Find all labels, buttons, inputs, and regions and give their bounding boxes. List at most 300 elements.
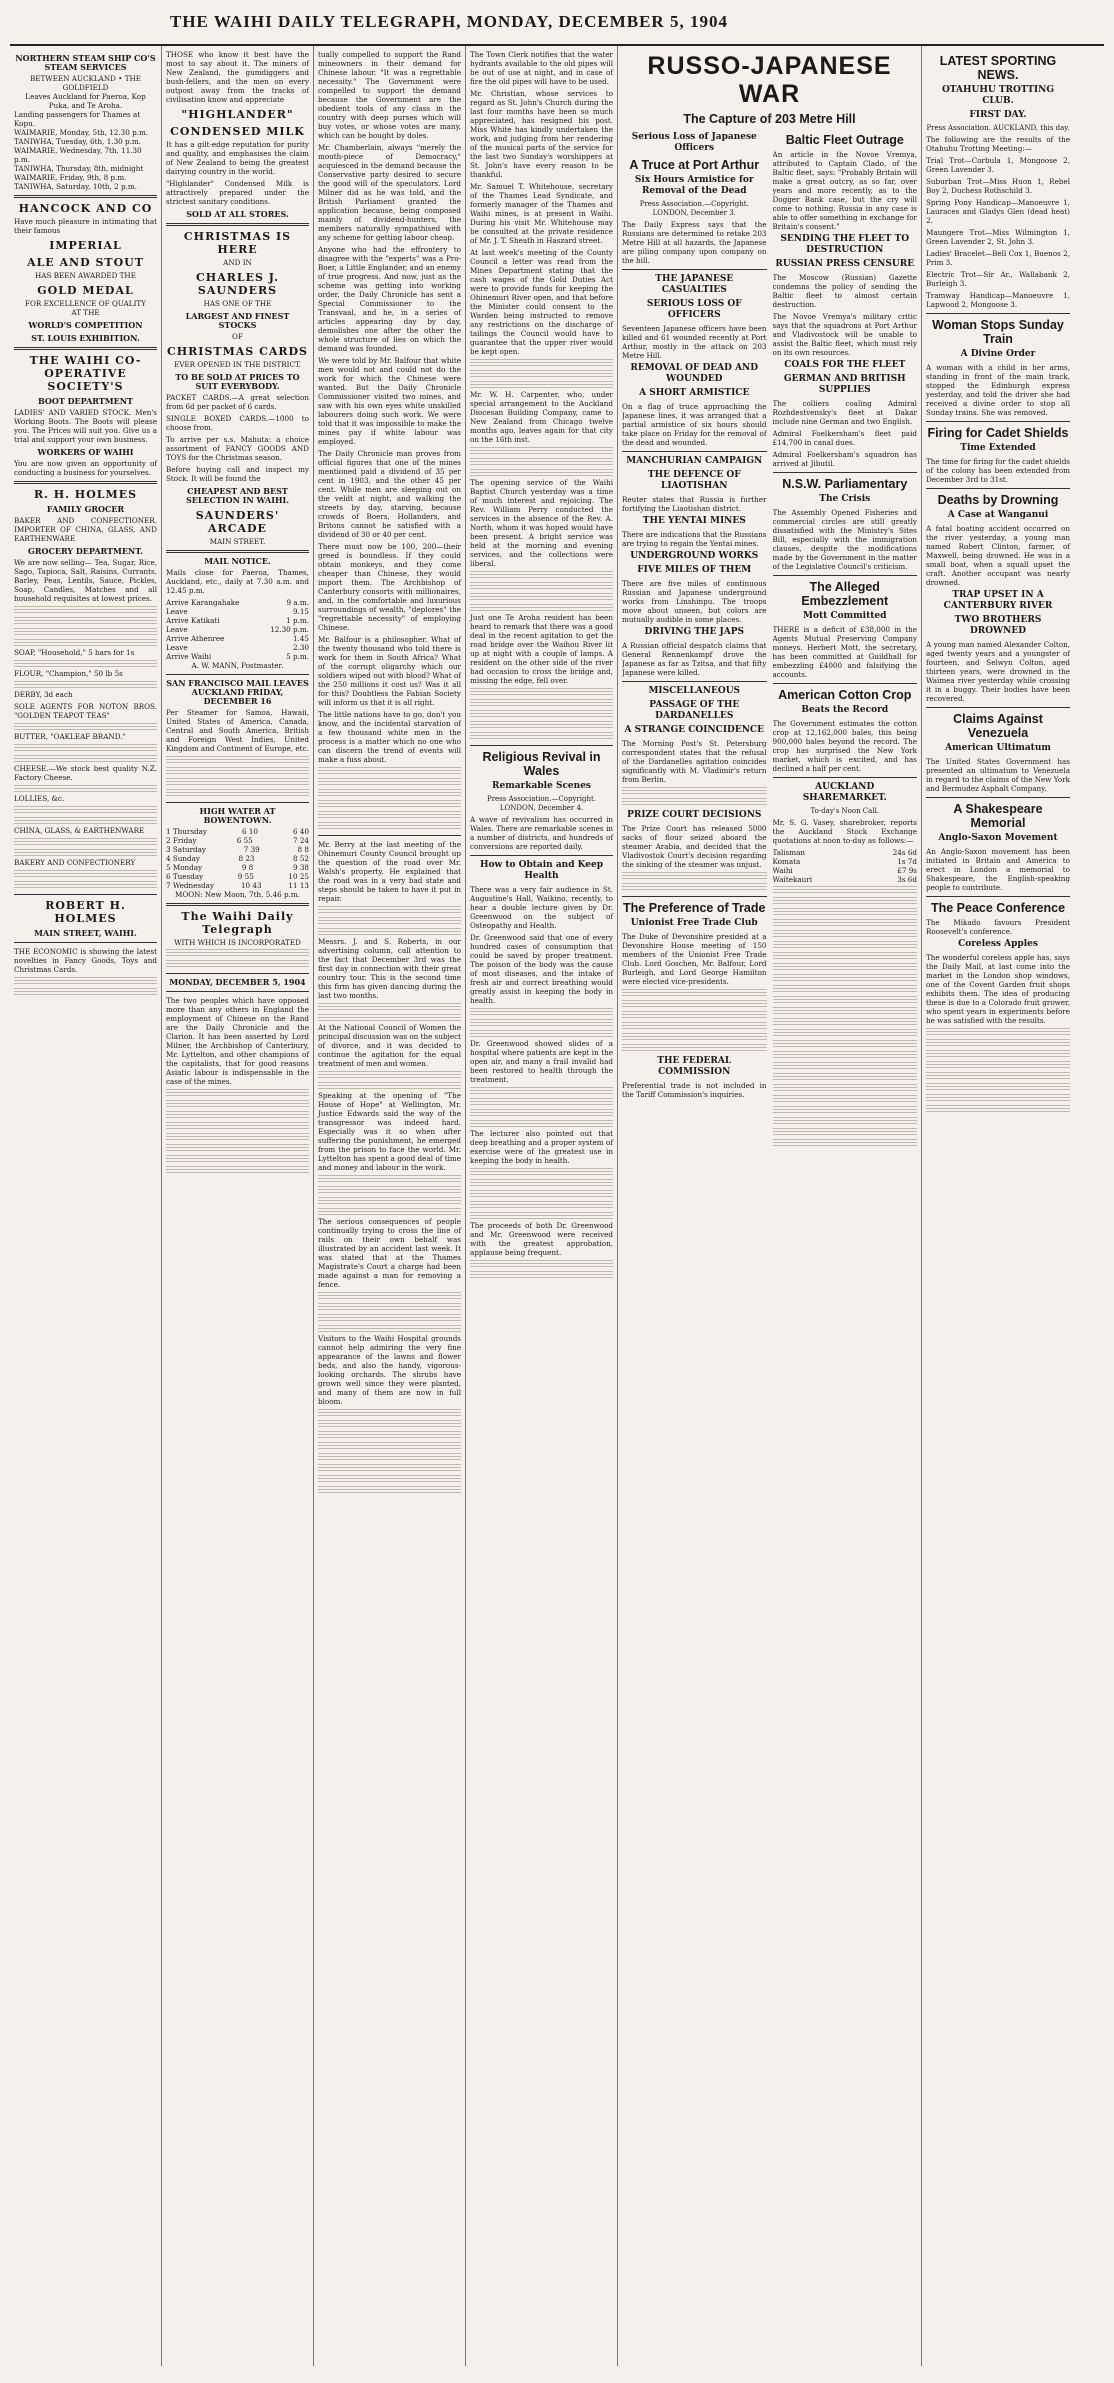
text-filler [773,1007,918,1016]
editorial-paragraph: The Daily Chronicle man proves from official figures that one of the mines mentioned paid a dividend of 35 per cent in 1903, and the other 45 per cent. While men are sleeping out on the veldt at night, and walking the streets by day, starving, because crowds of Boers, Hollanders, and Britons cannot be satisfied with a dividend of 30 or 40 per cent. [318,449,461,539]
share-value: 24s 6d [892,848,917,857]
truce-heading: A Truce at Port Arthur [629,158,760,172]
agents-line: SOLE AGENTS FOR NOTON BROS. "GOLDEN TEAPOT TEAS" [14,702,157,720]
shipping-line: TANIWHA, Thursday, 8th, midnight [14,164,144,173]
text-filler [773,1106,918,1115]
coop-heading: THE WAIHI CO-OPERATIVE SOCIETY'S [29,354,142,393]
preference-heading: The Preference of Trade [623,901,766,915]
sharemarket-byline: To-day's Noon Call. [810,807,880,815]
text-filler [773,1095,918,1104]
divider [166,973,309,974]
mail-time-row [166,643,309,652]
high-water-row [166,845,309,854]
hw-day: 2 Friday [166,836,197,845]
text-filler [14,838,157,847]
shipping-line: WAIMARIE, Wednesday, 7th, 11.30 p.m. [14,146,142,164]
mail-time-row [166,616,309,625]
text-filler [926,1050,1070,1059]
race-result: Ladies' Bracelet—Bell Cox 1, Buenos 2, Prim 3. [926,249,1070,267]
share-list [773,848,918,884]
text-filler [773,952,918,961]
divider [926,421,1070,422]
news-paragraph: Mr. Christian, whose services to regard as St. John's Church during the last four months have been so much appreciated, has resigned his post. Miss White has kindly undertaken the work, and judging from her rendering of the musical parts of the service for the last two Sunday's worshippers at St. John's have every reason to be thankful. [470,89,613,179]
shipping-line: Landing passengers for Thames at Kopu. [14,110,141,128]
hw-am: 7 39 [243,845,260,854]
news-paragraph: The Town Clerk notifies that the water hydrants available to the old pipes will be out of use at night, and in case of fire the old pipes will have to be used. [470,50,613,86]
text-filler [14,628,157,637]
text-filler [470,721,613,730]
text-filler [470,1098,613,1107]
at-the: AT THE [71,308,100,317]
high-water-heading: HIGH WATER AT BOWENTOWN. [199,806,276,825]
mail-body: Mails close for Paeroa, Thames, Auckland, etc., daily at 7.30 a.m. and 12.45 p.m. [166,568,309,595]
hw-pm: 9 38 [292,863,309,872]
text-filler [773,1029,918,1038]
war-paragraph: On a flag of truce approaching the Japanese lines, it was arranged that a partial armistice of six hours should take place on Friday for the removal of the dead and wounded. [622,402,767,447]
religious-body: A wave of revivalism has occurred in Wales. There are remarkable scenes in a number of districts, and hundreds of conversions are reported daily. [470,815,613,851]
text-filler [14,681,157,690]
text-filler [470,1212,613,1221]
mail-time-value: 12.30 p.m. [270,625,309,634]
mail-time-value: 9.15 [292,607,309,616]
text-filler [318,1409,461,1418]
hw-day: 4 Sunday [166,854,200,863]
text-filler [470,1087,613,1096]
text-filler [318,1325,461,1334]
mail-times [166,598,309,661]
text-filler [773,908,918,917]
text-filler [773,996,918,1005]
health-paragraph: Dr. Greenwood showed slides of a hospital where patients are kept in the open air, and many a frail invalid had been restored to health through the treatment. [470,1039,613,1084]
hw-am: 9 8 [241,863,254,872]
health-heading: How to Obtain and Keep Health [479,860,604,881]
derby-line: DERBY, 3d each [14,690,73,699]
high-water-row [166,881,309,890]
moon-line: MOON: New Moon, 7th, 5.46 p.m. [174,890,300,899]
text-filler [166,1166,309,1175]
memorial-body: An Anglo-Saxon movement has been initiated in Britain and America to erect in London a memorial to Shakespeare, the English-speaking people to contribute. [926,847,1070,892]
divider [166,674,309,675]
masthead [10,0,1104,46]
column-4 [466,46,618,2366]
yentai-heading: THE YENTAI MINES [642,516,746,526]
text-filler [622,1033,767,1042]
text-filler [470,604,613,613]
text-filler [14,660,157,669]
text-filler [318,1303,461,1312]
text-filler [470,688,613,697]
highlander-heading: "HIGHLANDER" [181,108,294,121]
text-filler [14,870,157,879]
religious-heading: Religious Revival in Wales [482,750,601,778]
condensed-tail: "Highlander" Condensed Milk is attractively prepared under the strictest sanitary conditions. [166,179,309,206]
cheapest-line: CHEAPEST AND BEST SELECTION IN WAIHI. [185,486,290,505]
of-line: OF [232,332,243,341]
text-filler [926,1072,1070,1081]
text-filler [926,1061,1070,1070]
text-filler [470,1030,613,1039]
federal-body: Preferential trade is not included in the Tariff Commission's inquiries. [622,1081,767,1099]
mail-time-row [166,625,309,634]
single-boxed: SINGLE BOXED CARDS.—1000 to choose from. [166,414,309,432]
nsw-heading: N.S.W. Parliamentary [782,477,908,491]
war-paragraph: There are indications that the Russians are trying to regain the Yentai mines. [622,530,767,548]
hw-day: 1 Thursday [166,827,207,836]
news-paragraph: Messrs. J. and S. Roberts, in our advertising column, call attention to the fact that December 3rd was the first day in connection with their great country tour. This is the second time this firm has given dancing during the last two months. [318,937,461,1000]
editorial-paragraph: tually compelled to support the Rand mineowners in their demand for Chinese labour. "It was a regrettable necessity." The Government were compelled to support the demand because the Government are the obedient tools of any class in the country with deep purses which will buy votes, or whose votes are many, which can be bought by doles. [318,50,461,140]
sporting-intro: The following are the results of the Otahuhu Trotting Meeting:— [926,135,1070,153]
five-miles-heading: FIVE MILES OF THEM [637,565,752,575]
text-filler [166,778,309,787]
text-filler [318,906,461,915]
war-two-columns [622,129,917,1148]
baltic-paragraph: Admiral Foelkersham's squadron has arrived at Jibutil. [772,450,917,468]
saunders-heading: CHARLES J. SAUNDERS [196,271,279,297]
text-filler [622,883,767,892]
war-right [773,129,918,1148]
divider [318,835,461,836]
imperial-heading: IMPERIAL [49,239,122,252]
mail-time-value: 9 a.m. [286,598,309,607]
baltic-paragraph: The colliers coaling Admiral Rozhdestvensky's fleet at Dakar include nine German and two English. [772,399,917,426]
text-filler [470,699,613,708]
divider [773,777,918,778]
divider [166,223,309,226]
coop-sub: BOOT DEPARTMENT [38,396,133,406]
text-filler [773,919,918,928]
war-paragraph: A Russian official despatch claims that General Rennenkampf drove the Japanese as far as Tzitsa, and that fifty Japanese were killed. [622,641,767,677]
news-paragraph: Mr. Berry at the last meeting of the Ohinemuri County Council brought up the question of the road over Mr. Walsh's property. He explained that the road was in a very bad state and steps should be taken to have it put in repair. [318,840,461,903]
arrive-line: To arrive per s.s. Mahuta: a choice assortment of FANCY GOODS AND TOYS for the Christmas season. [166,435,309,462]
war-banner: RUSSO-JAPANESE WAR [647,52,892,108]
high-water-row [166,836,309,845]
text-filler [622,1022,767,1031]
text-filler [622,989,767,998]
text-filler [926,1028,1070,1037]
losses-heading: Serious Loss of Japanese Officers [631,132,757,153]
text-filler [773,1073,918,1082]
text-filler [318,1208,461,1217]
column-3 [314,46,466,2366]
news-paragraph: Speaking at the opening of "The House of Hope" at Wellington, Mr. Justice Edwards said the way of the transgressor was indeed hard. Especially was it so when after suffering the punishment, he emerged from the prison to face the world. Mr. Lyttelton has spent a good deal of time and money and labour in the work. [318,1091,461,1172]
mail-time-row [166,652,309,661]
divider [622,896,767,897]
text-filler [166,949,309,958]
text-filler [166,756,309,765]
text-filler [470,381,613,390]
text-filler [318,800,461,809]
hw-pm: 7 24 [292,836,309,845]
peace-body: The Mikado favours President Roosevelt's conference. [926,918,1070,936]
text-filler [773,1139,918,1148]
cheese-line: CHEESE.—We stock best quality N.Z. Factory Cheese. [14,764,157,782]
share-name: Waitekauri [772,875,812,884]
mail-time-row [166,607,309,616]
divider [166,903,309,906]
text-filler [166,1111,309,1120]
text-filler [318,1175,461,1184]
text-filler [773,1084,918,1093]
text-filler [318,1475,461,1484]
hw-pm: 10 25 [288,872,309,881]
text-filler [470,710,613,719]
text-filler [773,897,918,906]
censure-heading: RUSSIAN PRESS CENSURE [775,259,915,269]
text-filler [166,1133,309,1142]
brothers-body: A young man named Alexander Colton, aged twenty years and a youngster of fourteen, and Selwyn Colton, aged thirteen years, were drowned in the Waimea river yesterday while crossing it in a buggy. Their bodies have been recovered. [926,640,1070,703]
unionist-heading: Unionist Free Trade Club [630,918,758,928]
text-filler [773,1040,918,1049]
share-row [773,848,918,857]
text-filler [166,767,309,776]
sharemarket-heading: AUCKLAND SHAREMARKET. [802,782,887,803]
text-filler [14,988,157,997]
mail-time-row [166,598,309,607]
editorial-paragraph: Mr. Balfour is a philosopher. What of the twenty thousand who told there is work for them in South Africa? What of the corrupt oligarchy which our soldiers wiped out with blood? What of the 250 millions it cost us? Was it all for this? Doubtless the Fabian Society will inform us that it is all right. [318,635,461,707]
shipping-line: WAIMARIE, Friday, 9th, 8 p.m. [14,173,127,182]
mail-time-label: Arrive Katikati [166,616,220,625]
divider [773,575,918,576]
mail-time-value: 5 p.m. [286,652,309,661]
preference-body: The Duke of Devonshire presided at a Devonshire House meeting of 150 members of the Unionist Free Trade Club. Lord Goschen, Mr. Balfour, Lord Burleigh, and Lord George Hamilton were elected vice-presidents. [622,932,767,986]
sending-heading: SENDING THE FLEET TO DESTRUCTION [780,234,910,255]
text-filler [470,1190,613,1199]
text-filler [166,960,309,969]
embezzle-heading: The Alleged Embezzlement [801,580,889,608]
hw-am: 6 55 [236,836,253,845]
christmas-here: CHRISTMAS IS HERE [183,230,292,256]
text-filler [470,1179,613,1188]
highlander-intro: THOSE who know it best have the most to say about it. The miners of New Zealand, the gumdiggers and bush-fellers, and the men on every outpost away from the tracks of civilisation know and appreciate [166,50,309,104]
text-filler [470,370,613,379]
hw-day: 3 Saturday [166,845,206,854]
war-paragraph: The Prize Court has released 5000 sacks of flour seized aboard the steamer Arabia, and decided that the Vladivostok Court's decision regarding the sinking of the steamer was unjust. [622,824,767,869]
text-filler [470,359,613,368]
text-filler [14,806,157,815]
text-filler [773,930,918,939]
divider [14,481,157,484]
hw-am: 9 55 [237,872,254,881]
extended-heading: Time Extended [960,443,1036,453]
news-paragraph: The serious consequences of people continually trying to cross the line of rails on their own behalf was illustrated by an accident last week. It was stated that at the Thames Magistrate's Court a charge had been made against a man for removing a fence. [318,1217,461,1289]
share-name: Talisman [772,848,806,857]
cadet-heading: Firing for Cadet Shields [927,426,1069,440]
misc-heading: MISCELLANEOUS [648,686,741,696]
shipping-sub: Leaves Auckland for Paeroa, Kop Puka, and Te Aroha. [25,92,146,110]
text-filler [470,1120,613,1129]
gold-medal: GOLD MEDAL [37,284,134,297]
divider [926,488,1070,489]
hw-day: 5 Monday [166,863,203,872]
text-filler [318,1014,461,1023]
venezuela-heading: Claims Against Venezuela [953,712,1043,740]
text-filler [318,1464,461,1473]
text-filler [318,822,461,831]
text-filler [14,723,157,732]
mail-time-row [166,634,309,643]
hancock-heading: HANCOCK AND CO [18,202,153,215]
cards-heading: CHRISTMAS CARDS [167,345,308,358]
hancock-body: Have much pleasure in intimating that their famous [14,217,157,235]
text-filler [470,593,613,602]
ultimatum-heading: American Ultimatum [945,743,1051,753]
text-filler [318,1486,461,1495]
race-result: Maungere Trot—Miss Wilmington 1, Green Lavender 2, St. John 3. [926,228,1070,246]
cadet-body: The time for firing for the cadet shields of the colony has been extended from December 3rd to 31st. [926,457,1070,484]
divider [622,269,767,270]
editorial-start: The two peoples which have opposed more than any others in England the employment of Chinese on the Rand are the Daily Chronicle and the Clarion. It has been asserted by Lord Milner, the Archbishop of Canterbury, Mr. Lyttelton, and other champions of the capitalists, that for good reasons Asiatic labour is indispensable in the case of the mines. [166,996,309,1086]
text-filler [470,1019,613,1028]
divider [14,894,157,895]
text-filler [622,787,767,796]
text-filler [14,817,157,826]
divider [166,991,309,992]
text-filler [166,1144,309,1153]
peace-heading: The Peace Conference [930,901,1066,915]
share-row [773,857,918,866]
column-1 [10,46,162,2366]
share-value: 3s 6d [897,875,917,884]
column-2 [162,46,314,2366]
anglo-heading: Anglo-Saxon Movement [938,833,1058,843]
strange-heading: A STRANGE COINCIDENCE [624,725,764,735]
drowning-body: A fatal boating accident occurred on the river yesterday, a young man named Robert Clinton, farmer, of Maxwell, being drowned. He was in a small boat, when a squall upset the craft. Another occupant was nearly drowned. [926,524,1070,587]
text-filler [470,469,613,478]
hw-am: 8 23 [238,854,255,863]
ale-heading: ALE AND STOUT [27,256,144,269]
date-line: MONDAY, DECEMBER 5, 1904 [169,977,306,987]
shipping-between: BETWEEN AUCKLAND • THE GOLDFIELD [29,74,142,92]
one-of: HAS ONE OF THE [203,299,272,308]
baltic-paragraph: The Novoe Vremya's military critic says that the squadrons at Port Arthur and Vladivostock will be unable to assist the Baltic fleet, which must rely on its own resources. [772,312,917,357]
defence-heading: THE DEFENCE OF LIAOTISHAN [647,470,741,491]
text-filler [470,1008,613,1017]
news-paragraph: At the National Council of Women the principal discussion was on the subject of divorce, and it was decided to continue the agitation for the equal treatment of men and women. [318,1023,461,1068]
editorial-paragraph: Mr. Chamberlain, always "merely the mouth-piece of Democracy," acquiesced in the demand because the Conservative party desired to secure the good will of the speculators. Lord Milner did as he was told, and the British Parliament granted the application because, being composed mainly of dividend-hunters, the members naturally sympathised with any scheme for getting labour cheap. [318,143,461,242]
baltic-paragraph: The Moscow (Russian) Gazette condemns the policy of sending the Baltic fleet to almost certain destruction. [772,273,917,309]
divider [470,745,613,746]
text-filler [470,582,613,591]
divider [14,347,157,350]
butter-line: BUTTER, "OAKLEAF BRAND." [14,732,126,741]
religious-sub: Remarkable Scenes [492,781,591,791]
text-filler [318,1082,461,1091]
holmes-heading: R. H. HOLMES [33,488,138,501]
share-value: 1s 7d [897,857,917,866]
beats-heading: Beats the Record [801,705,889,715]
committed-heading: Mott Committed [803,611,887,621]
news-paragraph: The opening service of the Waihi Baptist Church yesterday was a time of much interest and rejoicing. The Rev. William Perry conducted the services in the absence of the Rev. A. North, whom it was hoped would have been present. A bright service was held at the morning and evening services, and the collections were liberal. [470,478,613,568]
coals-heading: COALS FOR THE FLEET [784,360,906,370]
text-filler [470,1201,613,1210]
divider [622,681,767,682]
share-value: £7 9s [897,866,917,875]
grocery-heading: GROCERY DEPARTMENT. [28,546,143,556]
text-filler [926,1105,1070,1114]
mail-heading: MAIL NOTICE. [204,556,271,566]
grocery-body: We are now selling— Tea, Sugar, Rice, Sago, Tapioca, Salt, Raisins, Currants, Barley, Peas, Lentils, Sauce, Pickles, Soap, Candles, Matches and all household requisites at lowest prices. [14,558,157,603]
worlds-line: WORLD'S COMPETITION [28,320,143,330]
text-filler [318,767,461,776]
war-paragraph: Reuter states that Russia is further fortifying the Liaotishan district. [622,495,767,513]
lollies-line: LOLLIES, &c. [14,794,65,803]
before-buying: Before buying call and inspect my Stock. It will be found the [166,465,309,483]
mail-time-label: Leave [166,607,188,616]
brothers-heading: TWO BROTHERS DROWNED [954,615,1042,636]
race-result: Suburban Trot—Miss Huon 1, Rebel Boy 2, Duchess Rothschild 3. [926,177,1070,195]
cotton-body: The Government estimates the cotton crop at 12,162,000 bales, this being 900,000 bales beyond the record. The crop has surprised the New York market, which is excited, and has declined a half per cent. [772,719,917,773]
divider [166,802,309,803]
german-heading: GERMAN AND BRITISH SUPPLIES [783,374,906,395]
divider [926,707,1070,708]
otahuhu-heading: OTAHUHU TROTTING CLUB. [941,85,1055,106]
text-filler [166,1122,309,1131]
shipping-line: WAIMARIE, Monday, 5th, 12.30 p.m. [14,128,149,137]
column-7 [922,46,1074,2366]
share-row [773,866,918,875]
race-result: Spring Pony Handicap—Manoeuvre 1, Lauraces and Gladys Glen (dead heat) 2. [926,198,1070,225]
high-water-row [166,863,309,872]
postmaster: A. W. MANN, Postmaster. [191,661,284,670]
text-filler [166,789,309,798]
race-result: Trial Trot—Corbula 1, Mongoose 2, Green Lavender 3. [926,156,1070,174]
text-filler [14,881,157,890]
text-filler [14,617,157,626]
largest-line: LARGEST AND FINEST STOCKS [185,311,290,330]
divider [14,195,157,198]
text-filler [318,1197,461,1206]
text-filler [470,1260,613,1269]
news-paragraph: At last week's meeting of the County Council a letter was read from the Mines Department stating that the cash wages of the Gold Duties Act were to provide funds for keeping the Ohinemuri River open, and that before the Minister could consent to the Warden being instructed to remove any restrictions on the discharge of tailings the Council would have to guarantee that the upper river would be kept open. [470,248,613,356]
flour-line: FLOUR, "Champion," 50 lb 5s [14,669,123,678]
embezzle-body: THERE is a deficit of £38,000 in the Agents Mutual Preserving Company moneys. Herbert Mott, the secretary, has been committed at Guildhall for embezzling £4000 and falsifying the accounts. [772,625,917,679]
text-filler [470,732,613,741]
war-byline: Press Association.—Copyright. LONDON, December 3. [639,200,749,217]
high-water-row [166,827,309,836]
canterbury-heading: TRAP UPSET IN A CANTERBURY RIVER [943,590,1053,611]
editorial-paragraph: Anyone who had the effrontery to disagree with the "experts" was a Pro-Boer, a Little Englander, and an enemy of true progress. And now, just as the scheme was getting into working order, the Daily Chronicle has sent a Special Commissioner to the Transvaal, and he, in a series of articles appearing day by day, demolishes one after the other the whole structure of lies on which the demand was founded. [318,245,461,353]
short-armistice-heading: A SHORT ARMISTICE [639,388,750,398]
shipping-heading: NORTHERN STEAM SHIP CO'S STEAM SERVICES [15,53,156,72]
text-filler [166,1089,309,1098]
columns [10,46,1104,2366]
text-filler [14,744,157,753]
editorial-paragraph: There must now be 100, 200—their greed is boundless. If they could obtain monkeys, and they come cheaper than Chinese, they would import them. The Archbishop of Canterbury consorts with millionaires, and, in the comfortable and luxurious surroundings of wealth, "deplores" the "regrettable necessity" of employing Chinese. [318,542,461,632]
text-filler [318,1003,461,1012]
divider [926,896,1070,897]
shipping-line: TANIWHA, Tuesday, 6th, 1.30 p.m. [14,137,141,146]
text-filler [318,778,461,787]
share-name: Waihi [772,866,793,875]
officers-heading: SERIOUS LOSS OF OFFICERS [646,299,742,320]
text-filler [470,1168,613,1177]
text-filler [318,1420,461,1429]
text-filler [14,849,157,858]
text-filler [318,1186,461,1195]
mail-time-value: 1 p.m. [286,616,309,625]
text-filler [773,1128,918,1137]
holmes-sub: FAMILY GROCER [46,504,125,514]
divider [773,472,918,473]
news-paragraph: Just one Te Aroha resident has been heard to remark that there was a good deal in the recent agitation to get the road bridge over the Waihou River lit up at night with a couple of lamps. A resident on the other side of the river had occasion to cross the bridge and, missing the edge, fell over. [470,613,613,685]
war-paragraph: There are five miles of continuous Russian and Japanese underground works from Linshinpu. The troops move about unseen, but colors are mutually audible in some places. [622,579,767,624]
workers-body: You are now given an opportunity of conducting a business for yourselves. [14,459,157,477]
health-paragraph: The proceeds of both Dr. Greenwood and Mr. Greenwood were received with the greatest approbation, applause being frequent. [470,1221,613,1257]
divider [926,797,1070,798]
sf-heading: SAN FRANCISCO MAIL LEAVES AUCKLAND FRIDAY, DECEMBER 16 [166,678,309,706]
text-filler [622,1044,767,1053]
driving-heading: DRIVING THE JAPS [644,627,744,637]
